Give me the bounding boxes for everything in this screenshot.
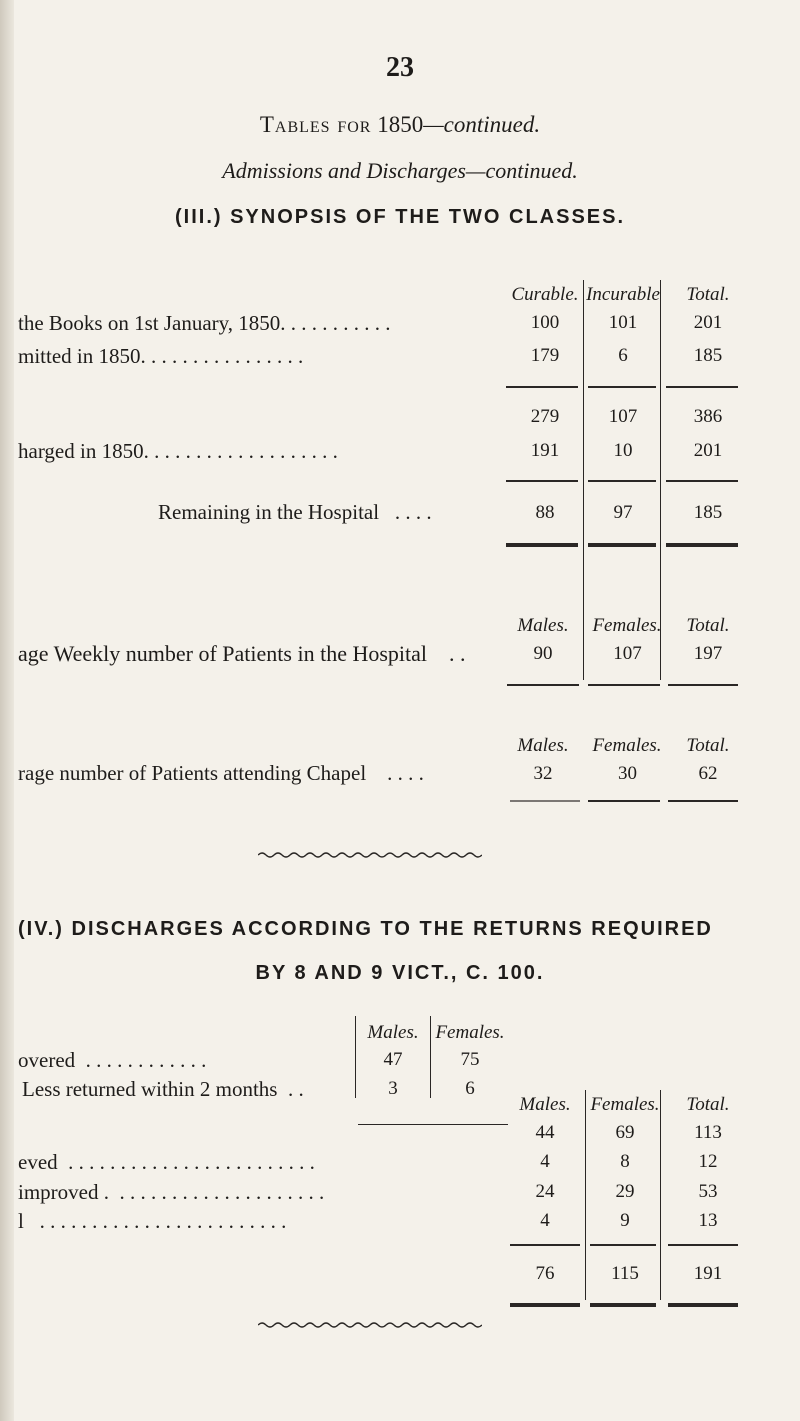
chapel-col-total: Total. [686, 735, 730, 756]
s4-outer-row3-total: 13 [698, 1210, 718, 1231]
s3-subtotal-curable: 279 [530, 406, 560, 427]
section3-heading: (III.) SYNOPSIS OF THE TWO CLASSES. [174, 206, 626, 228]
weekly-total: 197 [693, 643, 723, 664]
s3-rule-2c [666, 480, 738, 482]
weekly-females: 107 [613, 643, 642, 664]
s3-row0-label: the Books on 1st January, 1850. . . . . . . . . . . [18, 311, 391, 335]
s4-outer-row3-males: 4 [540, 1210, 550, 1231]
s4-total-total: 191 [693, 1263, 723, 1284]
page-subtitle: Admissions and Discharges—continued. [222, 158, 578, 183]
s3-row0-total: 201 [693, 312, 723, 333]
s3-row0-curable: 100 [530, 312, 560, 333]
s4-outer-row2-total: 53 [698, 1181, 718, 1202]
weekly-rule-b [588, 684, 660, 686]
s4-outer-row2-label: improved . . . . . . . . . . . . . . . . . . . . . [18, 1180, 325, 1204]
s3-rule-1c [666, 386, 738, 388]
s3-row1-curable: 179 [530, 345, 560, 366]
s4-outer-row1-total: 12 [698, 1151, 718, 1172]
weekly-col-males: Males. [517, 615, 569, 636]
title-year: 1850 [377, 112, 424, 137]
s3-col-incurable: Incurable [586, 284, 660, 305]
s4-outer-rule-a [510, 1244, 580, 1246]
s3-row1-incurable: 6 [618, 345, 628, 366]
chapel-col-females: Females. [592, 735, 662, 756]
s4-outer-row1-females: 8 [620, 1151, 630, 1172]
s3-subtotal-incurable: 107 [608, 406, 638, 427]
s3-row3-curable: 191 [530, 440, 560, 461]
s4-final-rule-c [668, 1303, 738, 1307]
s4-total-females: 115 [611, 1263, 639, 1284]
s3-row3-total: 201 [693, 440, 723, 461]
chapel-col-males: Males. [517, 735, 569, 756]
s3-row3-incurable: 10 [613, 440, 633, 461]
s4-outer-row2-females: 29 [615, 1181, 635, 1202]
chapel-rule-a [510, 800, 580, 802]
s3-rule-2b [588, 480, 656, 482]
chapel-total: 62 [698, 763, 718, 784]
page-title [0, 112, 800, 138]
chapel-rule-c [668, 800, 738, 802]
s4-inner-row1-males: 3 [388, 1078, 398, 1099]
s3-rule-1a [506, 386, 578, 388]
s4-inner-col-males: Males. [367, 1022, 419, 1043]
s4-inner-row0-females: 75 [460, 1049, 480, 1070]
chapel-label: rage number of Patients attending Chapel . . . . [18, 761, 424, 785]
s3-rule-3c [666, 543, 738, 547]
weekly-males: 90 [533, 643, 553, 664]
chapel-females: 30 [618, 763, 637, 784]
s4-inner-row1-label: Less returned within 2 months . . [22, 1077, 304, 1101]
weekly-col-females: Females. [592, 615, 662, 636]
chapel-rule-b [588, 800, 660, 802]
s4-final-rule-b [590, 1303, 656, 1307]
section4-heading-line2: BY 8 AND 9 VICT., C. 100. [255, 962, 545, 984]
s4-outer-rule-b [590, 1244, 656, 1246]
title-prefix: Tables for [259, 112, 372, 137]
s3-rule-1b [588, 386, 656, 388]
s4-inner-col-females: Females. [435, 1022, 505, 1043]
wavy-divider-2 [258, 1320, 482, 1330]
s3-subtotal-total: 386 [693, 406, 723, 427]
s3-row1-total: 185 [693, 345, 723, 366]
s4-inner-rule [358, 1124, 508, 1125]
s4-outer-row2-males: 24 [535, 1181, 555, 1202]
s3-row4-total: 185 [693, 502, 723, 523]
s3-rule-2a [506, 480, 578, 482]
s4-inner-row1-females: 6 [465, 1078, 475, 1099]
s3-row3-label: harged in 1850. . . . . . . . . . . . . . . . . . . [18, 439, 338, 463]
s4-outer-row1-males: 4 [540, 1151, 550, 1172]
s4-outer-row3-label: l . . . . . . . . . . . . . . . . . . . . . . . . [18, 1209, 287, 1233]
s3-col-total: Total. [686, 284, 730, 305]
wavy-divider-1 [258, 850, 482, 860]
s3-row4-curable: 88 [535, 502, 555, 523]
s4-total-males: 76 [535, 1263, 555, 1284]
s3-rule-3b [588, 543, 656, 547]
chapel-males: 32 [533, 763, 553, 784]
s4-inner-row0-males: 47 [383, 1049, 403, 1070]
s4-outer-row0-total: 113 [694, 1122, 722, 1143]
s4-outer-row1-label: eved . . . . . . . . . . . . . . . . . . . . . . . . [18, 1150, 315, 1174]
weekly-label: age Weekly number of Patients in the Hospital . . [18, 641, 466, 666]
s4-outer-row0-males: 44 [535, 1122, 555, 1143]
s3-row4-label: Remaining in the Hospital . . . . [158, 500, 432, 524]
s4-inner-row0-label: overed . . . . . . . . . . . . [18, 1048, 207, 1072]
s3-row4-incurable: 97 [613, 502, 633, 523]
s4-outer-row3-females: 9 [620, 1210, 630, 1231]
s3-row0-incurable: 101 [608, 312, 638, 333]
page-number: 23 [386, 52, 414, 83]
weekly-col-total: Total. [686, 615, 730, 636]
s3-row1-label: mitted in 1850. . . . . . . . . . . . . . . . [18, 344, 304, 368]
s4-outer-col-females: Females. [590, 1094, 660, 1115]
section4-heading-line1: (IV.) DISCHARGES ACCORDING TO THE RETURNS REQUIRED [18, 918, 713, 940]
weekly-rule-a [507, 684, 579, 686]
s3-rule-3a [506, 543, 578, 547]
s3-col-curable: Curable. [511, 284, 579, 305]
s4-outer-row0-females: 69 [615, 1122, 635, 1143]
s4-outer-col-total: Total. [686, 1094, 730, 1115]
s4-outer-col-males: Males. [519, 1094, 571, 1115]
s4-final-rule-a [510, 1303, 580, 1307]
weekly-rule-c [668, 684, 738, 686]
s4-outer-rule-c [668, 1244, 738, 1246]
title-suffix: —continued. [423, 112, 541, 137]
